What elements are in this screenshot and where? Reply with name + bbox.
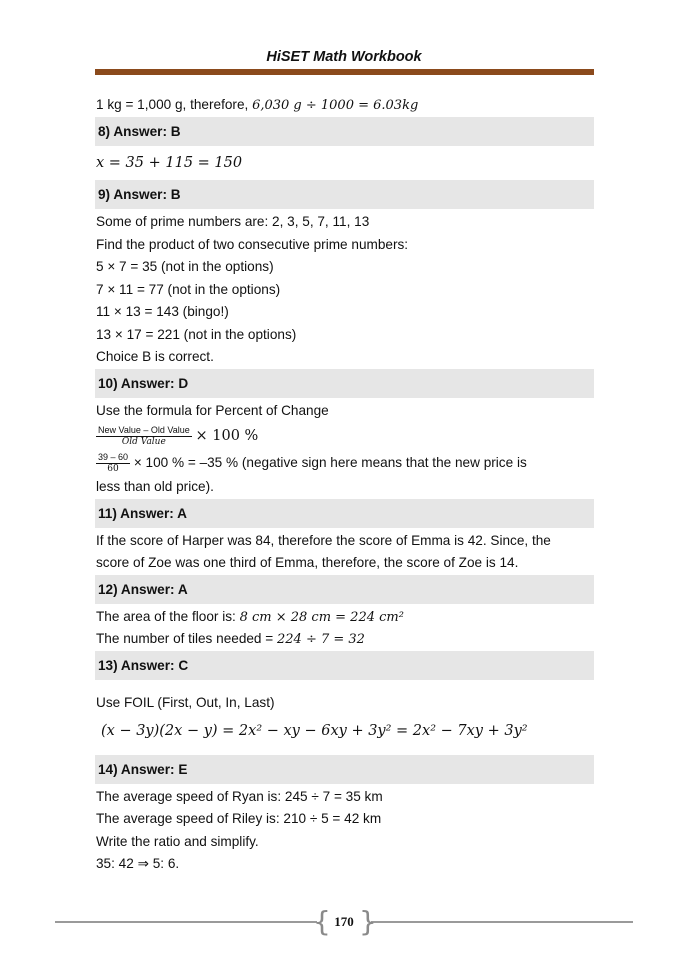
- text-line: less than old price).: [96, 479, 214, 494]
- answer-heading-8: 8) Answer: B: [95, 117, 594, 146]
- text: The area of the floor is:: [96, 608, 236, 624]
- text-line: The average speed of Riley is: 210 ÷ 5 = 42 km: [96, 811, 382, 826]
- answer-heading-10: 10) Answer: D: [95, 369, 594, 398]
- text: The number of tiles needed =: [96, 631, 274, 646]
- answer-heading-13: 13) Answer: C: [95, 651, 594, 680]
- answer-heading-9: 9) Answer: B: [95, 180, 594, 209]
- text-line: Write the ratio and simplify.: [96, 833, 259, 849]
- math-expression: 6,030 g ÷ 1000 = 6.03kg: [252, 98, 419, 113]
- text-line: Choice B is correct.: [96, 349, 214, 364]
- fraction-numerator: 39 – 60: [98, 451, 129, 462]
- text-line: 5 × 7 = 35 (not in the options): [96, 259, 274, 274]
- fraction-numerator: New Value – Old Value: [98, 424, 190, 435]
- fraction: [96, 425, 192, 448]
- text-line: [95, 450, 594, 476]
- text-line: [95, 94, 594, 117]
- text-line: [95, 606, 594, 629]
- right-brace-icon: }: [359, 905, 377, 938]
- math-expression: 224 ÷ 7 = 32: [277, 632, 365, 647]
- fraction: [96, 452, 130, 475]
- header-rule: [95, 69, 594, 75]
- text-line: score of Zoe was one third of Emma, therefore, the score of Zoe is 14.: [96, 555, 519, 570]
- page-header-title: HiSET Math Workbook: [266, 49, 422, 65]
- text-line: Some of prime numbers are: 2, 3, 5, 7, 11, 13: [96, 214, 370, 229]
- text-line: 11 × 13 = 143 (bingo!): [96, 304, 229, 319]
- page-content: [95, 94, 594, 876]
- page-number: 170: [334, 914, 354, 929]
- math-expression: 8 cm × 28 cm = 224 cm²: [239, 609, 404, 625]
- equation-8: x = 35 + 115 = 150: [96, 154, 243, 171]
- fraction-denominator: Old Value: [121, 436, 166, 447]
- text-line: Use the formula for Percent of Change: [96, 402, 329, 418]
- formula-tail: × 100 %: [195, 428, 259, 444]
- percent-change-formula: [95, 422, 594, 450]
- text-line: Use FOIL (First, Out, In, Last): [96, 694, 275, 710]
- text-line: 13 × 17 = 221 (not in the options): [96, 326, 297, 342]
- answer-heading-14: 14) Answer: E: [95, 755, 594, 784]
- text: 1 kg = 1,000 g, therefore,: [96, 97, 249, 112]
- foil-equation: (x − 3y)(2x − y) = 2x² − xy − 6xy + 3y² = 2x² − 7xy + 3y²: [101, 723, 528, 739]
- text-line: The average speed of Ryan is: 245 ÷ 7 = 35 km: [96, 788, 383, 804]
- answer-heading-11: 11) Answer: A: [95, 499, 594, 528]
- text-line: 7 × 11 = 77 (not in the options): [96, 281, 281, 297]
- text-line: 35: 42 ⇒ 5: 6.: [96, 856, 180, 871]
- answer-heading-12: 12) Answer: A: [95, 575, 594, 604]
- text-line: If the score of Harper was 84, therefore the score of Emma is 42. Since, the: [96, 532, 551, 548]
- footer-rule-right: [371, 921, 633, 923]
- text-line: [95, 628, 594, 651]
- text: × 100 % = –35 % (negative sign here means that the new price is: [133, 455, 527, 470]
- fraction-denominator: 60: [107, 463, 119, 474]
- footer-rule-left: [55, 921, 317, 923]
- left-brace-icon: {: [313, 905, 331, 938]
- text-line: Find the product of two consecutive prime numbers:: [96, 236, 409, 252]
